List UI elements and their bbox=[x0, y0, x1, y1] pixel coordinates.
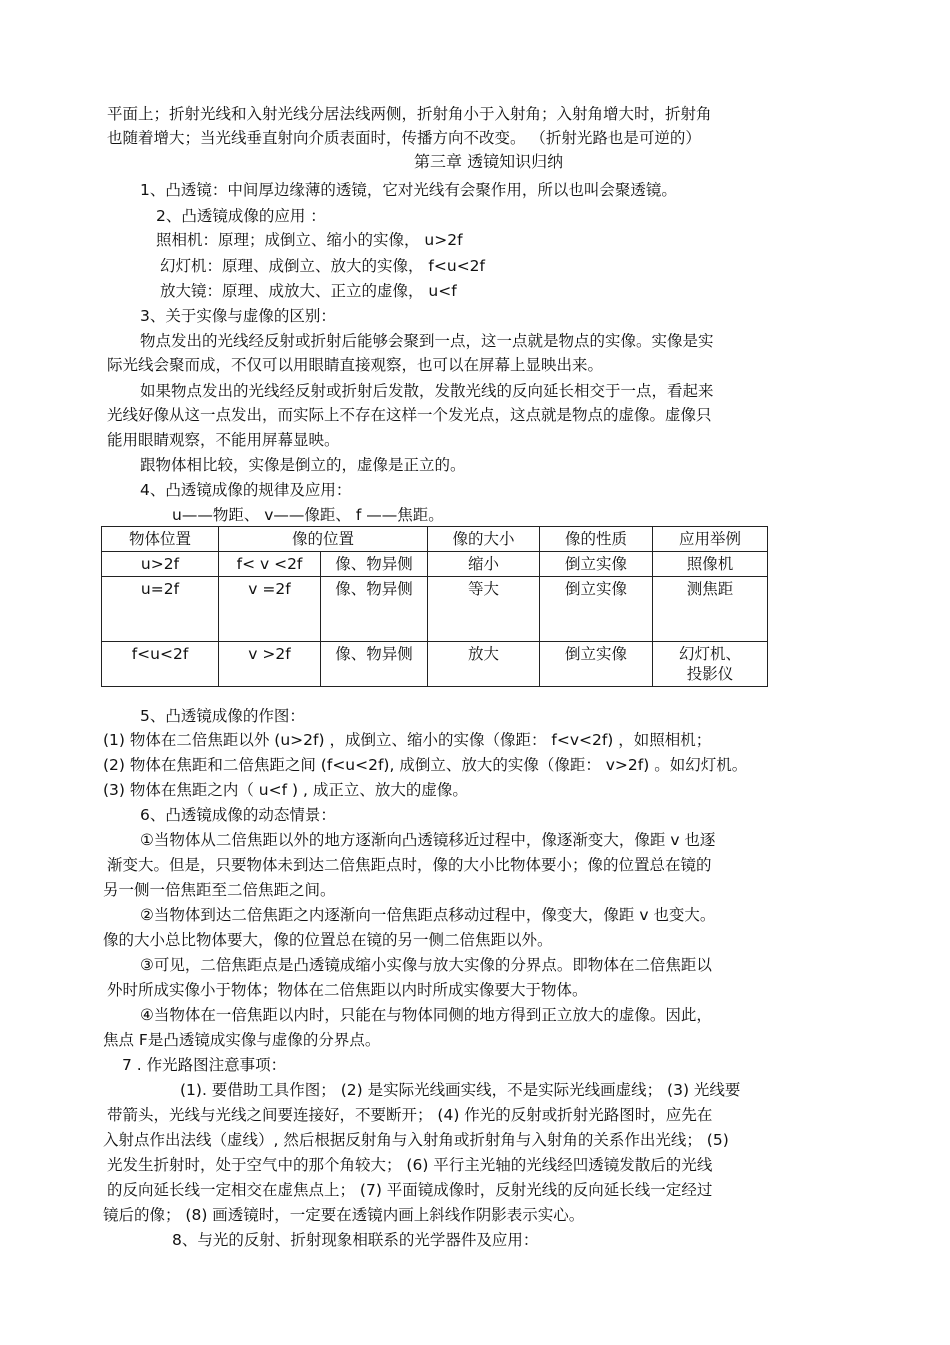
section-4-heading: 4、凸透镜成像的规律及应用： bbox=[140, 481, 352, 499]
table-cell: 放大 bbox=[428, 642, 540, 687]
text-line: ④当物体在一倍焦距以内时，只能在与物体同侧的地方得到正立放大的虚像。因此， bbox=[140, 1006, 712, 1024]
table-cell: 测焦距 bbox=[653, 577, 768, 642]
table-cell: 倒立实像 bbox=[540, 642, 653, 687]
section-3-heading: 3、关于实像与虚像的区别： bbox=[140, 307, 336, 325]
magnifier-line: 放大镜：原理、成放大、正立的虚像， u<f bbox=[160, 282, 457, 300]
chapter-title: 第三章 透镜知识归纳 bbox=[414, 152, 564, 171]
table-cell: 幻灯机、投影仪 bbox=[653, 642, 768, 687]
text-line: 的反向延长线一定相交在虚焦点上； (7) 平面镜成像时，反射光线的反向延长线一定经过 bbox=[107, 1181, 713, 1199]
table-cell: 倒立实像 bbox=[540, 552, 653, 577]
text-line: 跟物体相比较，实像是倒立的，虚像是正立的。 bbox=[140, 456, 466, 474]
text-line: (1). 要借助工具作图； (2) 是实际光线画实线，不是实际光线画虚线； (3) 光线要 bbox=[180, 1081, 741, 1099]
text-line: 光线好像从这一点发出，而实际上不存在这样一个发光点，这点就是物点的虚像。虚像只 bbox=[107, 406, 712, 424]
section-6-heading: 6、凸透镜成像的动态情景： bbox=[140, 806, 336, 824]
text-line: 镜后的像； (8) 画透镜时，一定要在透镜内画上斜线作阴影表示实心。 bbox=[103, 1206, 585, 1224]
text-line: 物点发出的光线经反射或折射后能够会聚到一点，这一点就是物点的实像。实像是实 bbox=[140, 332, 714, 350]
table-row bbox=[102, 642, 768, 687]
table-cell: v >2f bbox=[219, 642, 321, 687]
text-line: (2) 物体在焦距和二倍焦距之间 (f<u<2f), 成倒立、放大的实像（像距： v>2f) 。如幻灯机。 bbox=[103, 756, 748, 774]
table-cell: 等大 bbox=[428, 577, 540, 642]
symbol-legend: u——物距、 v——像距、 f ——焦距。 bbox=[172, 506, 444, 524]
projector-line: 幻灯机：原理、成倒立、放大的实像， f<u<2f bbox=[160, 257, 486, 275]
table-cell: 像、物异侧 bbox=[321, 552, 428, 577]
text-line: ①当物体从二倍焦距以外的地方逐渐向凸透镜移近过程中，像逐渐变大，像距 v 也逐 bbox=[140, 831, 716, 849]
table-row bbox=[102, 552, 768, 577]
text-line: 带箭头，光线与光线之间要连接好，不要断开； (4) 作光的反射或折射光路图时，应先在 bbox=[107, 1106, 713, 1124]
text-line: 光发生折射时，处于空气中的那个角较大； (6) 平行主光轴的光线经凹透镜发散后的光线 bbox=[107, 1156, 713, 1174]
text-line: 渐变大。但是，只要物体未到达二倍焦距点时，像的大小比物体要小；像的位置总在镜的 bbox=[107, 856, 712, 874]
table-cell: v =2f bbox=[219, 577, 321, 642]
section-5-heading: 5、凸透镜成像的作图： bbox=[140, 707, 305, 725]
table-cell: 倒立实像 bbox=[540, 577, 653, 642]
table-header: 像的大小 bbox=[428, 527, 540, 552]
text-line: 能用眼睛观察，不能用屏幕显映。 bbox=[107, 431, 340, 449]
text-line: (1) 物体在二倍焦距以外 (u>2f) ，成倒立、缩小的实像（像距： f<v<2f) ，如照相机； bbox=[103, 731, 712, 749]
table-cell: 像、物异侧 bbox=[321, 577, 428, 642]
text-line: 入射点作出法线（虚线）, 然后根据反射角与入射角或折射角与入射角的关系作出光线； (5) bbox=[103, 1131, 729, 1149]
section-8-heading: 8、与光的反射、折射现象相联系的光学器件及应用： bbox=[172, 1231, 539, 1249]
table-cell: f< v <2f bbox=[219, 552, 321, 577]
table-cell: 照像机 bbox=[653, 552, 768, 577]
text-line: 像的大小总比物体要大，像的位置总在镜的另一侧二倍焦距以外。 bbox=[103, 931, 553, 949]
table-header-row bbox=[102, 527, 768, 552]
text-line: 焦点 F是凸透镜成实像与虚像的分界点。 bbox=[103, 1031, 381, 1049]
table-cell: u=2f bbox=[102, 577, 219, 642]
section-7-heading: 7 . 作光路图注意事项： bbox=[122, 1056, 287, 1074]
text-line: 如果物点发出的光线经反射或折射后发散，发散光线的反向延长相交于一点，看起来 bbox=[140, 382, 714, 400]
text-line: (3) 物体在焦距之内（ u<f ) , 成正立、放大的虚像。 bbox=[103, 781, 468, 799]
section-2-heading: 2、凸透镜成像的应用 ： bbox=[156, 207, 326, 225]
table-header: 物体位置 bbox=[102, 527, 219, 552]
table-header: 应用举例 bbox=[653, 527, 768, 552]
table-cell: f<u<2f bbox=[102, 642, 219, 687]
table-row bbox=[102, 577, 768, 642]
text-line: ②当物体到达二倍焦距之内逐渐向一倍焦距点移动过程中，像变大，像距 v 也变大。 bbox=[140, 906, 716, 924]
table-cell: 缩小 bbox=[428, 552, 540, 577]
table-header: 像的性质 bbox=[540, 527, 653, 552]
text-line: 平面上；折射光线和入射光线分居法线两侧，折射角小于入射角；入射角增大时，折射角 bbox=[107, 105, 712, 123]
table-cell: 像、物异侧 bbox=[321, 642, 428, 687]
lens-imaging-table bbox=[101, 526, 768, 687]
text-line: 际光线会聚而成，不仅可以用眼睛直接观察，也可以在屏幕上显映出来。 bbox=[107, 356, 604, 374]
text-line: ③可见，二倍焦距点是凸透镜成缩小实像与放大实像的分界点。即物体在二倍焦距以 bbox=[140, 956, 712, 974]
section-1-text: 1、凸透镜：中间厚边缘薄的透镜，它对光线有会聚作用，所以也叫会聚透镜。 bbox=[140, 181, 677, 199]
text-line: 也随着增大；当光线垂直射向介质表面时，传播方向不改变。 （折射光路也是可逆的） bbox=[107, 129, 701, 147]
text-line: 外时所成实像小于物体；物体在二倍焦距以内时所成实像要大于物体。 bbox=[107, 981, 588, 999]
text-line: 另一侧一倍焦距至二倍焦距之间。 bbox=[103, 881, 336, 899]
table-header: 像的位置 bbox=[219, 527, 428, 552]
table-cell: u>2f bbox=[102, 552, 219, 577]
camera-line: 照相机：原理；成倒立、缩小的实像， u>2f bbox=[156, 231, 463, 249]
